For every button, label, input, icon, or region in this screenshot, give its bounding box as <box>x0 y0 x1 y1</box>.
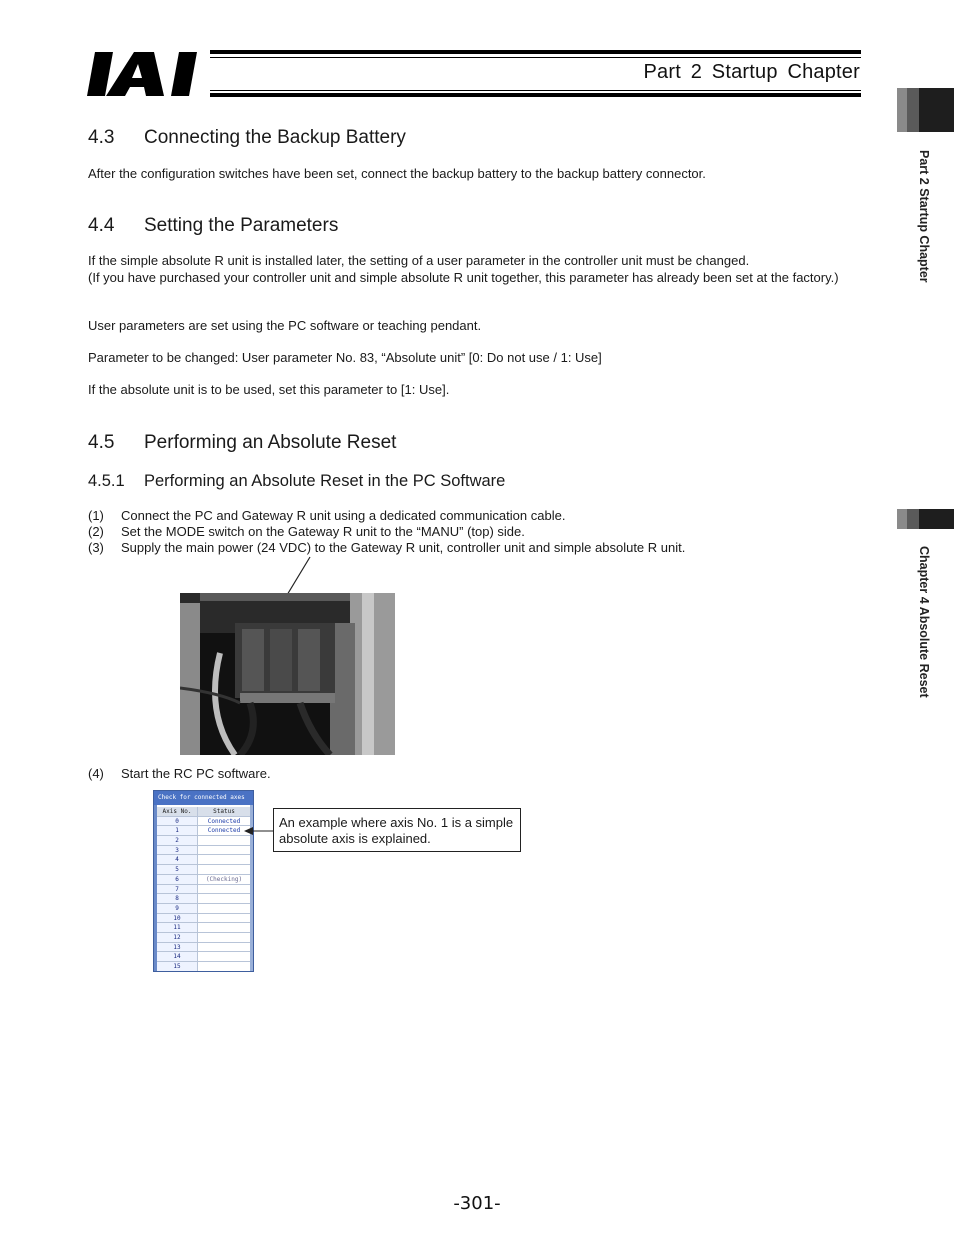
status-cell <box>198 836 250 845</box>
step-number: (3) <box>88 540 104 555</box>
status-cell <box>198 914 250 923</box>
paragraph: Parameter to be changed: User parameter No. 83, “Absolute unit” [0: Do not use / 1: Use] <box>88 350 602 365</box>
window-title: Check for connected axes <box>154 791 253 805</box>
paragraph: After the configuration switches have been set, connect the backup battery to the backup battery connector. <box>88 166 706 181</box>
side-tab-bottom-light <box>897 509 907 529</box>
section-heading-4-4 <box>88 215 338 237</box>
status-cell <box>198 943 250 952</box>
status-cell <box>198 904 250 913</box>
step-number: (4) <box>88 766 104 781</box>
axis-table <box>157 807 250 972</box>
axis-cell: 8 <box>157 894 198 903</box>
table-row <box>157 962 250 972</box>
axis-cell: 7 <box>157 885 198 894</box>
header-rule-bottom-thick <box>210 93 861 97</box>
page-number: -301- <box>453 1193 501 1214</box>
table-row <box>157 865 250 875</box>
section-title: Performing an Absolute Reset <box>144 432 397 453</box>
section-number: 4.4 <box>88 215 115 236</box>
paragraph: User parameters are set using the PC software or teaching pendant. <box>88 318 482 333</box>
side-tab-top-dark <box>919 88 954 132</box>
axis-cell: 13 <box>157 943 198 952</box>
status-cell <box>198 952 250 961</box>
axis-cell: 12 <box>157 933 198 942</box>
table-row <box>157 885 250 895</box>
header-rule-top-thin <box>210 57 861 58</box>
step-text: Connect the PC and Gateway R unit using a dedicated communication cable. <box>121 508 566 523</box>
table-row <box>157 914 250 924</box>
step-item <box>88 540 878 556</box>
table-row <box>157 952 250 962</box>
axis-cell: 3 <box>157 846 198 855</box>
status-cell: Connected <box>207 827 241 835</box>
section-number: 4.5 <box>88 432 115 453</box>
status-cell <box>198 855 250 864</box>
step-text: Supply the main power (24 VDC) to the Gateway R unit, controller unit and simple absolute R unit. <box>121 540 686 555</box>
section-title: Setting the Parameters <box>144 215 339 236</box>
axis-cell: 10 <box>157 914 198 923</box>
side-tab-top-light <box>897 88 907 132</box>
axis-cell: 6 <box>157 875 198 884</box>
table-row <box>157 836 250 846</box>
axis-cell: 5 <box>157 865 198 874</box>
header-rule-top-thick <box>210 50 861 54</box>
axis-cell: 1 <box>157 826 198 835</box>
table-row <box>157 875 250 885</box>
status-cell <box>198 962 250 971</box>
table-row <box>157 846 250 856</box>
step-text: Set the MODE switch on the Gateway R unit to the “MANU” (top) side. <box>121 524 525 539</box>
status-cell <box>198 933 250 942</box>
part-title: Part 2 Startup Chapter <box>643 61 860 83</box>
paragraph: If the absolute unit is to be used, set this parameter to [1: Use]. <box>88 382 450 397</box>
side-tab-bottom-dark <box>919 509 954 529</box>
table-row <box>157 904 250 914</box>
status-cell <box>198 865 250 874</box>
column-header-axis: Axis No. <box>157 807 198 816</box>
status-cell <box>198 885 250 894</box>
status-cell <box>198 923 250 932</box>
table-row <box>157 826 250 836</box>
iai-logo <box>86 50 204 98</box>
step-text: Start the RC PC software. <box>121 766 271 781</box>
callout-arrow <box>244 825 276 837</box>
subsection-title: Performing an Absolute Reset in the PC Software <box>144 472 506 490</box>
axis-cell: 0 <box>157 817 198 826</box>
step-item <box>88 524 878 540</box>
table-row <box>157 933 250 943</box>
axis-cell: 9 <box>157 904 198 913</box>
header-rule-bottom-thin <box>210 90 861 91</box>
section-heading-4-3 <box>88 127 406 149</box>
axis-cell: 11 <box>157 923 198 932</box>
axis-cell: 14 <box>157 952 198 961</box>
subsection-heading-4-5-1 <box>88 472 505 491</box>
table-row <box>157 855 250 865</box>
software-window-screenshot <box>153 790 254 972</box>
table-header-row <box>157 807 250 817</box>
section-title: Connecting the Backup Battery <box>144 127 406 148</box>
paragraph: If the simple absolute R unit is installed later, the setting of a user parameter in the controller unit must be changed. <box>88 253 750 268</box>
table-row <box>157 923 250 933</box>
side-label-chapter: Chapter 4 Absolute Reset <box>917 546 931 698</box>
axis-cell: 4 <box>157 855 198 864</box>
side-tab-top-mid <box>907 88 919 132</box>
callout-box: An example where axis No. 1 is a simple absolute axis is explained. <box>273 808 521 852</box>
section-heading-4-5 <box>88 432 396 454</box>
section-number: 4.3 <box>88 127 115 148</box>
paragraph: (If you have purchased your controller unit and simple absolute R unit together, this parameter has already been set at the factory.) <box>88 270 839 285</box>
table-row <box>157 894 250 904</box>
table-row <box>157 817 250 827</box>
table-row <box>157 943 250 953</box>
step-number: (1) <box>88 508 104 523</box>
status-cell <box>198 846 250 855</box>
subsection-number: 4.5.1 <box>88 472 125 490</box>
status-cell: (Checking) <box>205 875 243 883</box>
side-label-part: Part 2 Startup Chapter <box>917 150 931 283</box>
side-tab-bottom-mid <box>907 509 919 529</box>
step-number: (2) <box>88 524 104 539</box>
step-item <box>88 508 878 524</box>
step-item <box>88 766 878 782</box>
controller-photo <box>180 593 395 755</box>
status-cell <box>198 894 250 903</box>
status-cell: Connected <box>207 817 241 825</box>
axis-cell: 2 <box>157 836 198 845</box>
axis-cell: 15 <box>157 962 198 971</box>
column-header-status: Status <box>198 807 250 816</box>
